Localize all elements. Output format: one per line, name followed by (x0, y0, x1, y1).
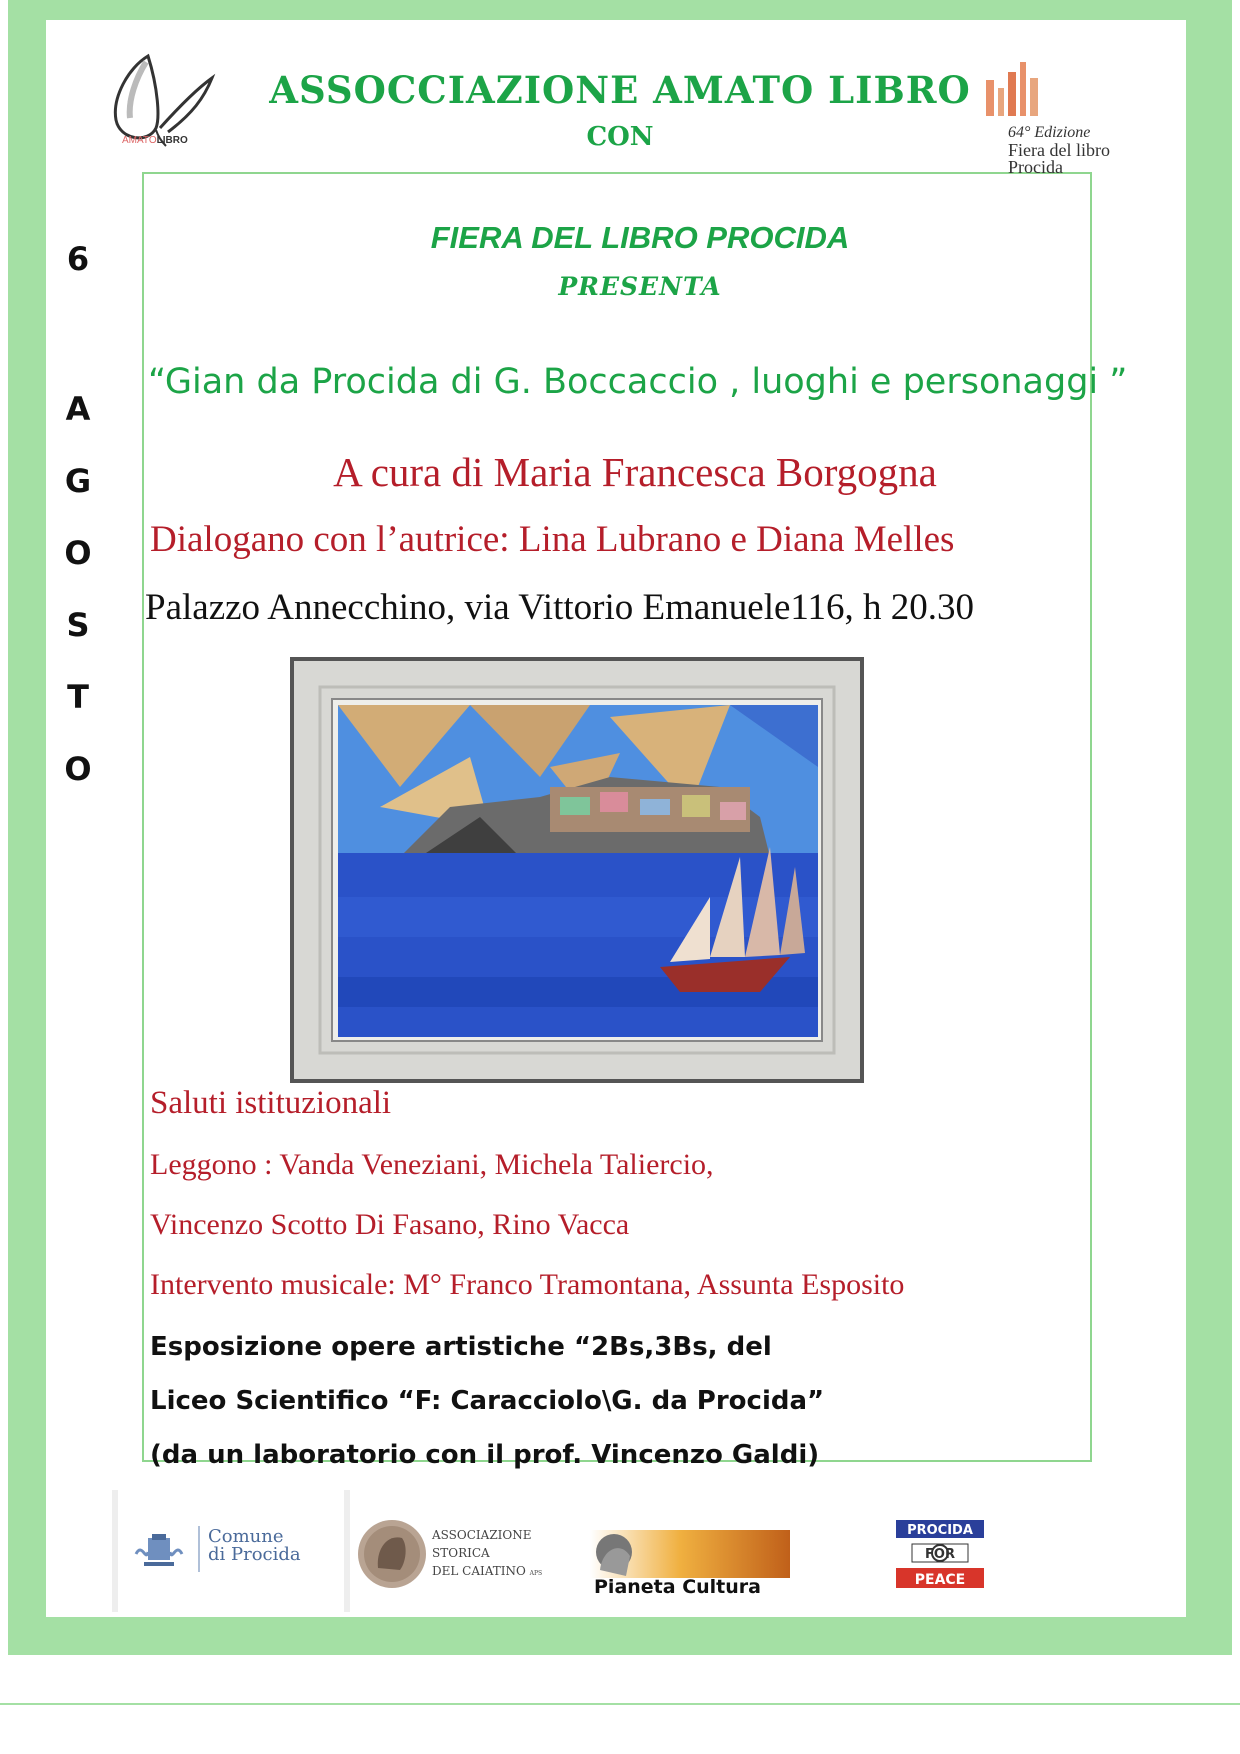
comune-divider (198, 1526, 200, 1572)
exhibit-line-3: (da un laboratorio con il prof. Vincenzo Galdi) (150, 1440, 820, 1470)
bottom-divider (0, 1703, 1240, 1705)
organizer-name: FIERA DEL LIBRO PROCIDA (430, 220, 850, 255)
peace-bottom-text: PEACE (914, 1572, 966, 1588)
pianeta-cultura-banner-icon (590, 1530, 790, 1578)
comune-crest-icon (134, 1532, 184, 1570)
date-letter: G (64, 462, 92, 500)
peace-middle-text: FOR (925, 1547, 955, 1562)
date-letter: S (66, 606, 90, 644)
date-letter: 6 (66, 240, 90, 278)
association-heading: ASSOCCIAZIONE AMATO LIBRO (269, 68, 971, 112)
fiera-logo-icon (982, 58, 1042, 120)
with-heading: CON (586, 122, 654, 152)
footer-separator (112, 1490, 118, 1612)
comune-line-1: Comune (208, 1526, 284, 1547)
date-letter: A (65, 390, 91, 428)
exhibit-line-1: Esposizione opere artistiche “2Bs,3Bs, del (150, 1332, 772, 1362)
greetings-heading: Saluti istituzionali (150, 1085, 392, 1121)
fiera-name: Fiera del libro (1008, 140, 1110, 160)
event-venue: Palazzo Annecchino, via Vittorio Emanuele116, h 20.30 (145, 587, 975, 628)
footer-separator (344, 1490, 350, 1612)
exhibit-line-2: Liceo Scientifico “F: Caracciolo\G. da Procida” (150, 1386, 825, 1416)
procida-for-peace-logo (892, 1516, 988, 1592)
amato-libro-wordmark: AMATOLIBRO (122, 135, 188, 146)
assoc-line-1: ASSOCIAZIONE (432, 1528, 532, 1542)
fiera-edition: 64° Edizione (1008, 124, 1091, 141)
peace-top-text: PROCIDA (907, 1523, 973, 1538)
presents-label: PRESENTA (558, 272, 722, 301)
event-curator: A cura di Maria Francesca Borgogna (333, 449, 937, 495)
event-dialogue: Dialogano con l’autrice: Lina Lubrano e Diana Melles (150, 519, 955, 560)
date-letter: O (64, 750, 92, 788)
comune-line-2: di Procida (208, 1544, 301, 1565)
associazione-medallion-icon (356, 1518, 428, 1590)
fiera-place: Procida (1008, 157, 1063, 177)
assoc-line-3: DEL CAIATINO APS (432, 1564, 543, 1578)
date-letter: T (67, 678, 89, 716)
music-line: Intervento musicale: M° Franco Tramontana, Assunta Esposito (150, 1268, 905, 1301)
assoc-line-2: STORICA (432, 1546, 490, 1560)
date-letter: O (64, 534, 92, 572)
associazione-name (432, 1526, 542, 1583)
comune-name (208, 1528, 301, 1564)
framed-painting (290, 657, 864, 1083)
readers-line-1: Leggono : Vanda Veneziani, Michela Taliercio, (150, 1148, 714, 1181)
readers-line-2: Vincenzo Scotto Di Fasano, Rino Vacca (150, 1208, 630, 1241)
pianeta-cultura-label: Pianeta Cultura (594, 1576, 761, 1598)
event-title: “Gian da Procida di G. Boccaccio , luoghi e personaggi ” (148, 362, 1128, 402)
